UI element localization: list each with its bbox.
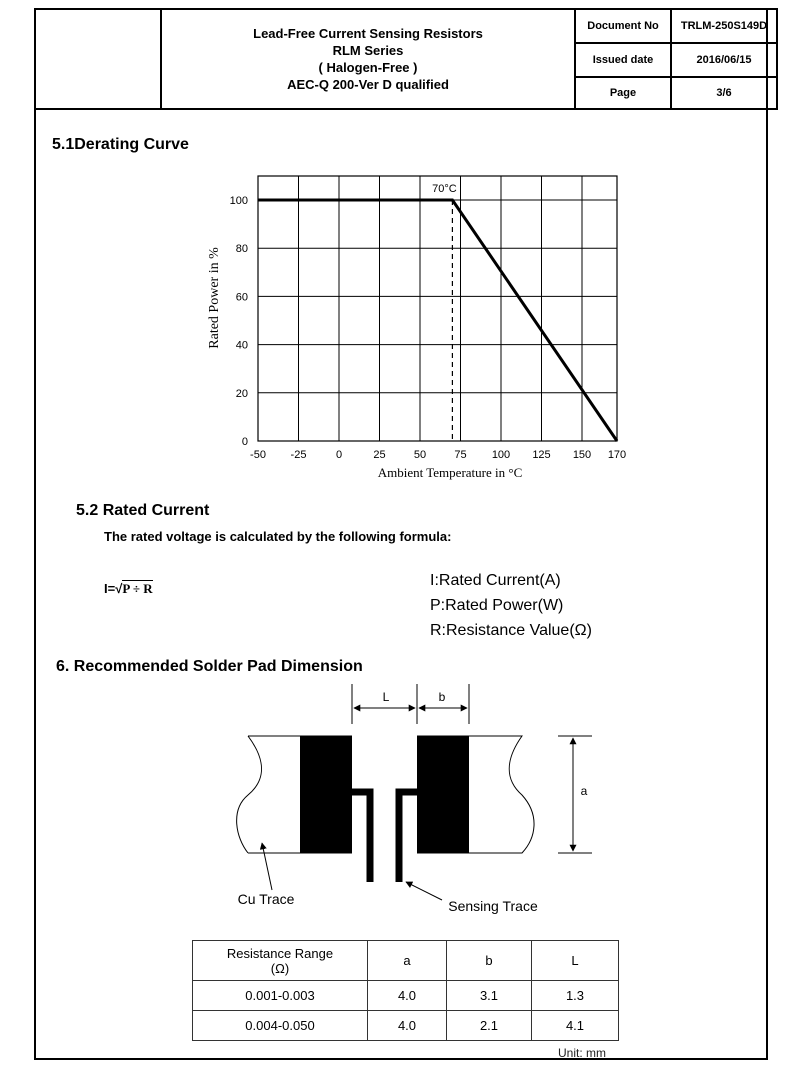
y-tick-labels [230, 195, 248, 448]
legend-resistance: R:Resistance Value(Ω) [430, 622, 592, 639]
page-label: Page [575, 77, 671, 109]
table-cell: 3.1 [447, 981, 532, 1011]
y-tick-label: 20 [235, 387, 248, 400]
table-header-row [193, 941, 619, 981]
table-cell: 2.1 [447, 1011, 532, 1041]
unit-note: Unit: mm [558, 1046, 606, 1060]
title-line-2: RLM Series [332, 43, 404, 58]
table-row [193, 981, 619, 1011]
right-sensing-trace [399, 792, 417, 882]
table-row [193, 1011, 619, 1041]
x-tick-label: 100 [491, 449, 511, 461]
right-solder-pad [417, 736, 469, 853]
document-header [34, 8, 778, 110]
header-title [161, 9, 575, 109]
y-tick-label: 60 [235, 291, 248, 304]
table-cell: 4.0 [368, 981, 447, 1011]
header-b: b [447, 941, 532, 981]
temp-70c-label: 70°C [432, 183, 457, 195]
table-cell: 4.1 [532, 1011, 619, 1041]
plot-area [258, 176, 617, 441]
formula-intro-text: The rated voltage is calculated by the following formula: [104, 529, 452, 544]
x-tick-label: 170 [607, 449, 627, 461]
x-tick-label: -25 [290, 449, 307, 461]
header-resistance-range-line2: (Ω) [270, 960, 290, 976]
x-tick-label: 25 [373, 449, 386, 461]
x-tick-label: 50 [413, 449, 427, 461]
sensing-trace-callout-arrow [406, 882, 442, 900]
x-axis-label: Ambient Temperature in °C [377, 465, 523, 480]
solder-pad-diagram [200, 680, 620, 920]
cu-trace-label: Cu Trace [237, 891, 295, 907]
page-number: 3/6 [671, 77, 777, 109]
y-tick-label: 0 [241, 436, 248, 448]
x-tick-label: 125 [532, 449, 551, 461]
y-tick-label: 80 [235, 243, 248, 256]
logo-area [35, 9, 161, 109]
y-tick-label: 100 [229, 195, 248, 207]
table-cell: 0.001-0.003 [193, 981, 368, 1011]
x-tick-label: 0 [335, 449, 343, 461]
dimension-b-label: b [438, 690, 446, 704]
formula-radicand: P ÷ R [122, 581, 153, 596]
title-line-1: Lead-Free Current Sensing Resistors [253, 26, 483, 41]
title-line-3: ( Halogen-Free ) [318, 60, 418, 75]
y-tick-label: 40 [235, 339, 248, 352]
table-cell: 4.0 [368, 1011, 447, 1041]
left-sensing-trace [352, 792, 370, 882]
issued-date-label: Issued date [575, 43, 671, 77]
x-tick-label: 150 [572, 449, 592, 461]
x-tick-label: 75 [454, 449, 467, 461]
formula-prefix: I= [104, 581, 116, 596]
cu-trace-callout-arrow [262, 843, 272, 890]
section-5-2-title: 5.2 Rated Current [76, 502, 210, 519]
section-5-1-title: 5.1Derating Curve [52, 136, 189, 153]
rated-current-formula [104, 581, 153, 597]
header-L: L [532, 941, 619, 981]
dimension-a-label: a [580, 784, 588, 798]
doc-no-value: TRLM-250S149D [671, 9, 777, 43]
legend-power: P:Rated Power(W) [430, 597, 564, 614]
x-tick-labels [250, 449, 626, 461]
y-axis-label: Rated Power in % [207, 247, 222, 349]
issued-date-value: 2016/06/15 [671, 43, 777, 77]
legend-current: I:Rated Current(A) [430, 572, 561, 589]
header-resistance-range-line1: Resistance Range [226, 945, 334, 961]
sensing-trace-label: Sensing Trace [448, 898, 538, 914]
derating-chart [180, 168, 660, 488]
x-tick-label: -50 [250, 449, 266, 461]
section-6-title: 6. Recommended Solder Pad Dimension [56, 658, 363, 675]
table-cell: 1.3 [532, 981, 619, 1011]
formula-variable-legend [430, 568, 592, 643]
table-cell: 0.004-0.050 [193, 1011, 368, 1041]
solder-pad-dimension-table [192, 940, 619, 1041]
left-solder-pad [300, 736, 352, 853]
sqrt-symbol: √ [115, 581, 123, 596]
header-a: a [368, 941, 447, 981]
dimension-L-label: L [382, 690, 390, 704]
title-line-4: AEC-Q 200-Ver D qualified [287, 77, 449, 92]
doc-no-label: Document No [575, 9, 671, 43]
header-resistance-range [193, 941, 368, 981]
